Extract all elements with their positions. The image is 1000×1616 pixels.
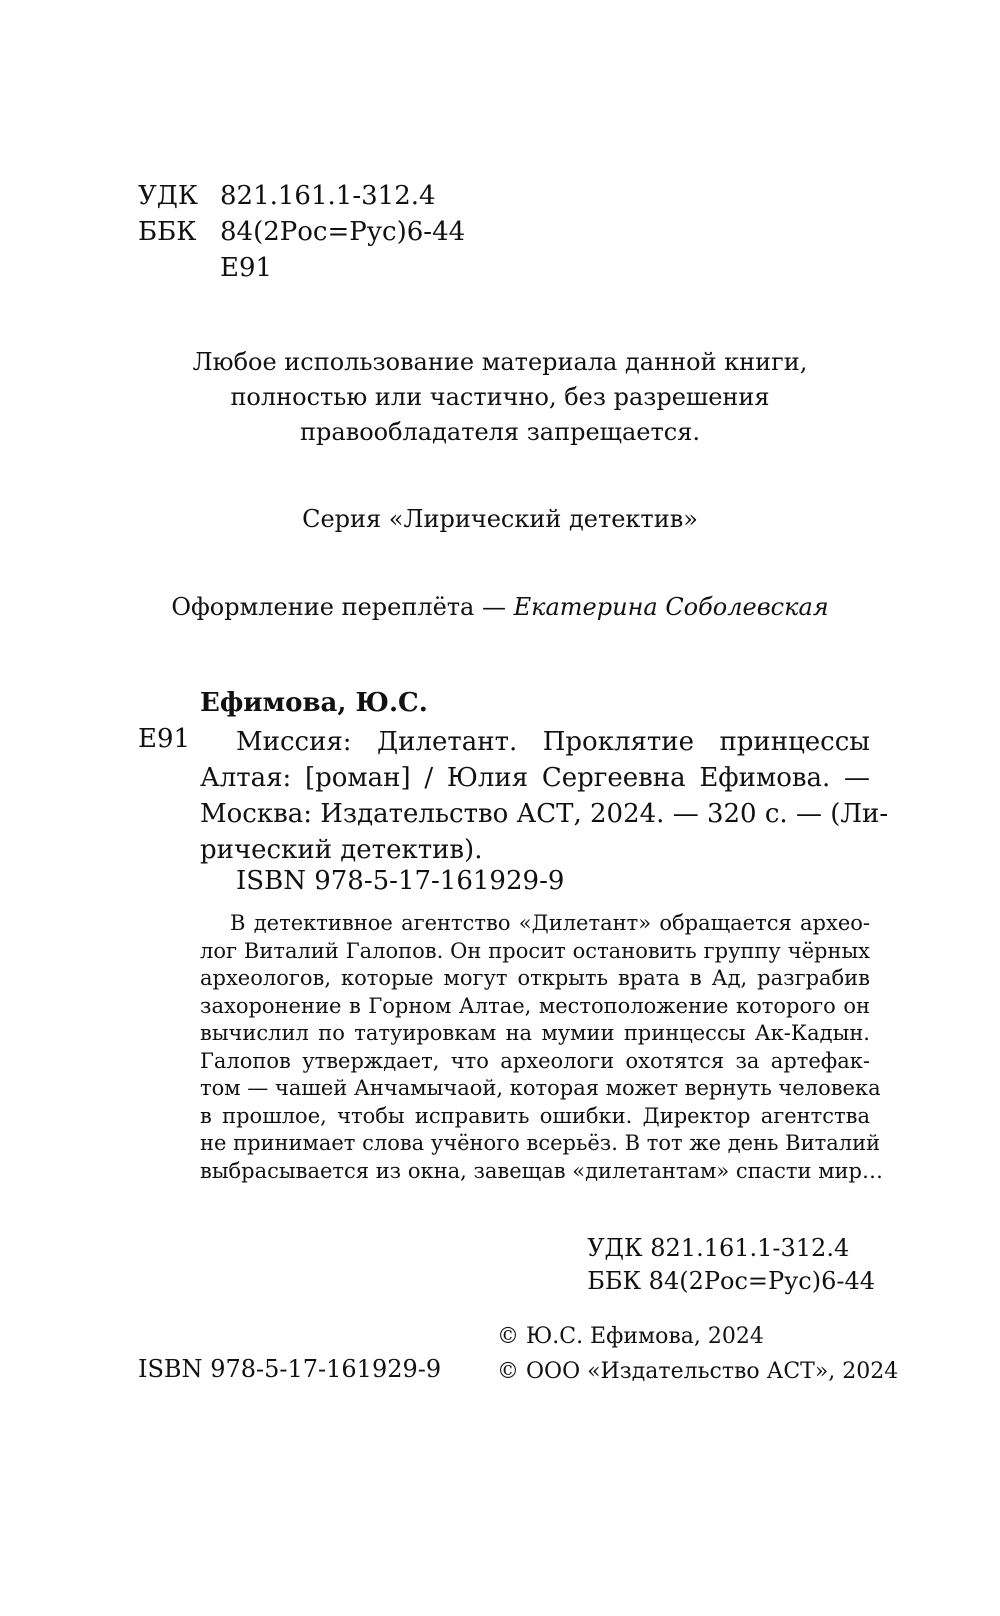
design-credit <box>0 593 1000 621</box>
annotation-line-6: Галопов утверждает, что археологи охотятся за артефак- <box>200 1048 870 1073</box>
annotation-line-3: археологов, которые могут открыть врата в Ад, разграбив <box>200 966 870 990</box>
footer-codes <box>587 1232 875 1298</box>
annotation-line-1: В детективное агентство «Дилетант» обращается архео- <box>230 911 870 935</box>
copyright-author: © Ю.С. Ефимова, 2024 <box>497 1324 764 1349</box>
author-mark: Е91 <box>220 253 273 283</box>
bib-isbn: ISBN 978-5-17-161929-9 <box>236 866 565 896</box>
rights-notice-line-3: правообладателя запрещается. <box>300 418 700 446</box>
bib-mark: Е91 <box>138 724 191 754</box>
bbk-value: 84(2Рос=Рус)6-44 <box>220 217 466 247</box>
udk-value: 821.161.1-312.4 <box>220 181 436 211</box>
udk-label: УДК <box>138 181 199 211</box>
udk-row <box>138 178 465 214</box>
classification-codes <box>138 178 465 286</box>
annotation-line-4: захоронение в Горном Алтае, местоположение которого он <box>200 993 870 1018</box>
bib-line-1: Миссия: Дилетант. Проклятие принцессы <box>236 727 870 757</box>
annotation-line-2: лог Виталий Галопов. Он просит остановить группу чёрных <box>200 938 870 963</box>
rights-notice-line-1: Любое использование материала данной книги, <box>192 348 808 376</box>
bib-author: Ефимова, Ю.С. <box>200 688 428 718</box>
annotation <box>200 910 883 1185</box>
bbk-label: ББК <box>138 217 197 247</box>
annotation-line-9: не принимает слова учёного всерьёз. В тот же день Виталий <box>200 1131 881 1155</box>
rights-notice-line-2: полностью или частично, без разрешения <box>230 383 770 411</box>
annotation-line-8: в прошлое, чтобы исправить ошибки. Директор агентства <box>200 1103 870 1128</box>
annotation-line-5: вычислил по татуировкам на мумии принцессы Ак-Кадын. <box>200 1021 870 1045</box>
isbn-bottom: ISBN 978-5-17-161929-9 <box>138 1355 442 1383</box>
series-line: Серия «Лирический детектив» <box>302 505 698 533</box>
designer-name: Екатерина Соболевская <box>513 593 829 621</box>
copyright-block <box>497 1319 898 1389</box>
footer-bbk: ББК 84(2Рос=Рус)6-44 <box>587 1267 875 1295</box>
annotation-line-7: том — чашей Анчамычаой, которая может вернуть человека <box>200 1076 881 1100</box>
footer-udk: УДК 821.161.1-312.4 <box>587 1234 850 1262</box>
bib-line-2: Алтая: [роман] / Юлия Сергеевна Ефимова. — <box>200 763 870 793</box>
annotation-line-10: выбрасывается из окна, завещав «дилетантам» спасти мир… <box>200 1158 883 1183</box>
bib-line-4: рический детектив). <box>200 835 483 865</box>
author-mark-row <box>138 250 465 286</box>
bib-record <box>200 724 889 868</box>
design-credit-label: Оформление переплёта — <box>171 593 514 621</box>
bbk-row <box>138 214 465 250</box>
copyright-publisher: © ООО «Издательство АСТ», 2024 <box>497 1359 899 1384</box>
bib-line-3: Москва: Издательство АСТ, 2024. — 320 с. — (Ли- <box>200 799 889 829</box>
